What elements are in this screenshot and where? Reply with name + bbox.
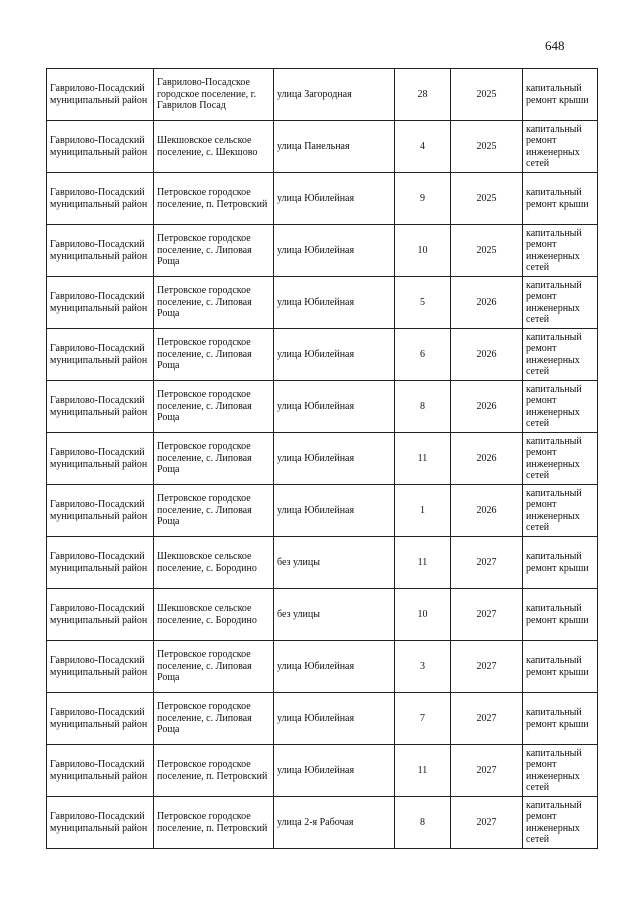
table-body xyxy=(47,69,598,849)
settlement-cell: Петровское городское поселение, п. Петровский xyxy=(154,745,274,797)
settlement-cell: Шекшовское сельское поселение, с. Шекшово xyxy=(154,121,274,173)
street-cell: улица Юбилейная xyxy=(274,173,395,225)
settlement-cell: Гаврилово-Посадское городское поселение, г. Гаврилов Посад xyxy=(154,69,274,121)
house-number-cell: 28 xyxy=(395,69,451,121)
district-cell: Гаврилово-Посадский муниципальный район xyxy=(47,225,154,277)
work-type-cell: капитальный ремонт инженерных сетей xyxy=(523,277,598,329)
table-row xyxy=(47,225,598,277)
street-cell: улица Панельная xyxy=(274,121,395,173)
table-row xyxy=(47,69,598,121)
street-cell: улица Юбилейная xyxy=(274,485,395,537)
year-cell: 2027 xyxy=(451,745,523,797)
house-number-cell: 9 xyxy=(395,173,451,225)
street-cell: улица Юбилейная xyxy=(274,329,395,381)
work-type-cell: капитальный ремонт инженерных сетей xyxy=(523,381,598,433)
settlement-cell: Петровское городское поселение, с. Липовая Роща xyxy=(154,485,274,537)
house-number-cell: 10 xyxy=(395,589,451,641)
year-cell: 2026 xyxy=(451,329,523,381)
year-cell: 2025 xyxy=(451,173,523,225)
district-cell: Гаврилово-Посадский муниципальный район xyxy=(47,69,154,121)
table-row xyxy=(47,641,598,693)
table-row xyxy=(47,797,598,849)
street-cell: улица Загородная xyxy=(274,69,395,121)
district-cell: Гаврилово-Посадский муниципальный район xyxy=(47,329,154,381)
repair-schedule-table xyxy=(46,68,598,849)
year-cell: 2025 xyxy=(451,225,523,277)
settlement-cell: Петровское городское поселение, с. Липовая Роща xyxy=(154,225,274,277)
table-row xyxy=(47,485,598,537)
year-cell: 2026 xyxy=(451,433,523,485)
street-cell: улица Юбилейная xyxy=(274,745,395,797)
district-cell: Гаврилово-Посадский муниципальный район xyxy=(47,277,154,329)
district-cell: Гаврилово-Посадский муниципальный район xyxy=(47,485,154,537)
work-type-cell: капитальный ремонт инженерных сетей xyxy=(523,329,598,381)
year-cell: 2027 xyxy=(451,641,523,693)
house-number-cell: 11 xyxy=(395,745,451,797)
year-cell: 2027 xyxy=(451,537,523,589)
settlement-cell: Петровское городское поселение, с. Липовая Роща xyxy=(154,433,274,485)
year-cell: 2027 xyxy=(451,693,523,745)
house-number-cell: 3 xyxy=(395,641,451,693)
table-row xyxy=(47,329,598,381)
work-type-cell: капитальный ремонт крыши xyxy=(523,537,598,589)
street-cell: улица Юбилейная xyxy=(274,693,395,745)
table-row xyxy=(47,433,598,485)
settlement-cell: Петровское городское поселение, с. Липовая Роща xyxy=(154,641,274,693)
settlement-cell: Петровское городское поселение, п. Петровский xyxy=(154,173,274,225)
work-type-cell: капитальный ремонт крыши xyxy=(523,69,598,121)
year-cell: 2027 xyxy=(451,589,523,641)
work-type-cell: капитальный ремонт крыши xyxy=(523,641,598,693)
district-cell: Гаврилово-Посадский муниципальный район xyxy=(47,173,154,225)
table-row xyxy=(47,745,598,797)
settlement-cell: Петровское городское поселение, с. Липовая Роща xyxy=(154,329,274,381)
year-cell: 2026 xyxy=(451,277,523,329)
house-number-cell: 7 xyxy=(395,693,451,745)
house-number-cell: 11 xyxy=(395,433,451,485)
house-number-cell: 11 xyxy=(395,537,451,589)
district-cell: Гаврилово-Посадский муниципальный район xyxy=(47,745,154,797)
house-number-cell: 4 xyxy=(395,121,451,173)
house-number-cell: 10 xyxy=(395,225,451,277)
settlement-cell: Шекшовское сельское поселение, с. Бородино xyxy=(154,537,274,589)
work-type-cell: капитальный ремонт инженерных сетей xyxy=(523,121,598,173)
work-type-cell: капитальный ремонт инженерных сетей xyxy=(523,433,598,485)
table-row xyxy=(47,173,598,225)
district-cell: Гаврилово-Посадский муниципальный район xyxy=(47,693,154,745)
street-cell: без улицы xyxy=(274,537,395,589)
street-cell: улица Юбилейная xyxy=(274,641,395,693)
table-row xyxy=(47,277,598,329)
house-number-cell: 8 xyxy=(395,797,451,849)
work-type-cell: капитальный ремонт крыши xyxy=(523,589,598,641)
street-cell: улица Юбилейная xyxy=(274,381,395,433)
year-cell: 2025 xyxy=(451,69,523,121)
table-row xyxy=(47,693,598,745)
work-type-cell: капитальный ремонт крыши xyxy=(523,693,598,745)
district-cell: Гаврилово-Посадский муниципальный район xyxy=(47,797,154,849)
district-cell: Гаврилово-Посадский муниципальный район xyxy=(47,589,154,641)
work-type-cell: капитальный ремонт инженерных сетей xyxy=(523,225,598,277)
work-type-cell: капитальный ремонт инженерных сетей xyxy=(523,797,598,849)
house-number-cell: 1 xyxy=(395,485,451,537)
settlement-cell: Петровское городское поселение, п. Петровский xyxy=(154,797,274,849)
table-row xyxy=(47,537,598,589)
street-cell: улица 2-я Рабочая xyxy=(274,797,395,849)
district-cell: Гаврилово-Посадский муниципальный район xyxy=(47,121,154,173)
table-row xyxy=(47,589,598,641)
street-cell: без улицы xyxy=(274,589,395,641)
street-cell: улица Юбилейная xyxy=(274,277,395,329)
table-row xyxy=(47,381,598,433)
district-cell: Гаврилово-Посадский муниципальный район xyxy=(47,641,154,693)
year-cell: 2026 xyxy=(451,485,523,537)
year-cell: 2025 xyxy=(451,121,523,173)
house-number-cell: 6 xyxy=(395,329,451,381)
settlement-cell: Шекшовское сельское поселение, с. Бородино xyxy=(154,589,274,641)
work-type-cell: капитальный ремонт инженерных сетей xyxy=(523,485,598,537)
house-number-cell: 8 xyxy=(395,381,451,433)
district-cell: Гаврилово-Посадский муниципальный район xyxy=(47,433,154,485)
work-type-cell: капитальный ремонт инженерных сетей xyxy=(523,745,598,797)
settlement-cell: Петровское городское поселение, с. Липовая Роща xyxy=(154,381,274,433)
house-number-cell: 5 xyxy=(395,277,451,329)
year-cell: 2026 xyxy=(451,381,523,433)
year-cell: 2027 xyxy=(451,797,523,849)
table-row xyxy=(47,121,598,173)
work-type-cell: капитальный ремонт крыши xyxy=(523,173,598,225)
settlement-cell: Петровское городское поселение, с. Липовая Роща xyxy=(154,693,274,745)
page-number: 648 xyxy=(545,38,565,53)
district-cell: Гаврилово-Посадский муниципальный район xyxy=(47,381,154,433)
district-cell: Гаврилово-Посадский муниципальный район xyxy=(47,537,154,589)
settlement-cell: Петровское городское поселение, с. Липовая Роща xyxy=(154,277,274,329)
street-cell: улица Юбилейная xyxy=(274,433,395,485)
street-cell: улица Юбилейная xyxy=(274,225,395,277)
